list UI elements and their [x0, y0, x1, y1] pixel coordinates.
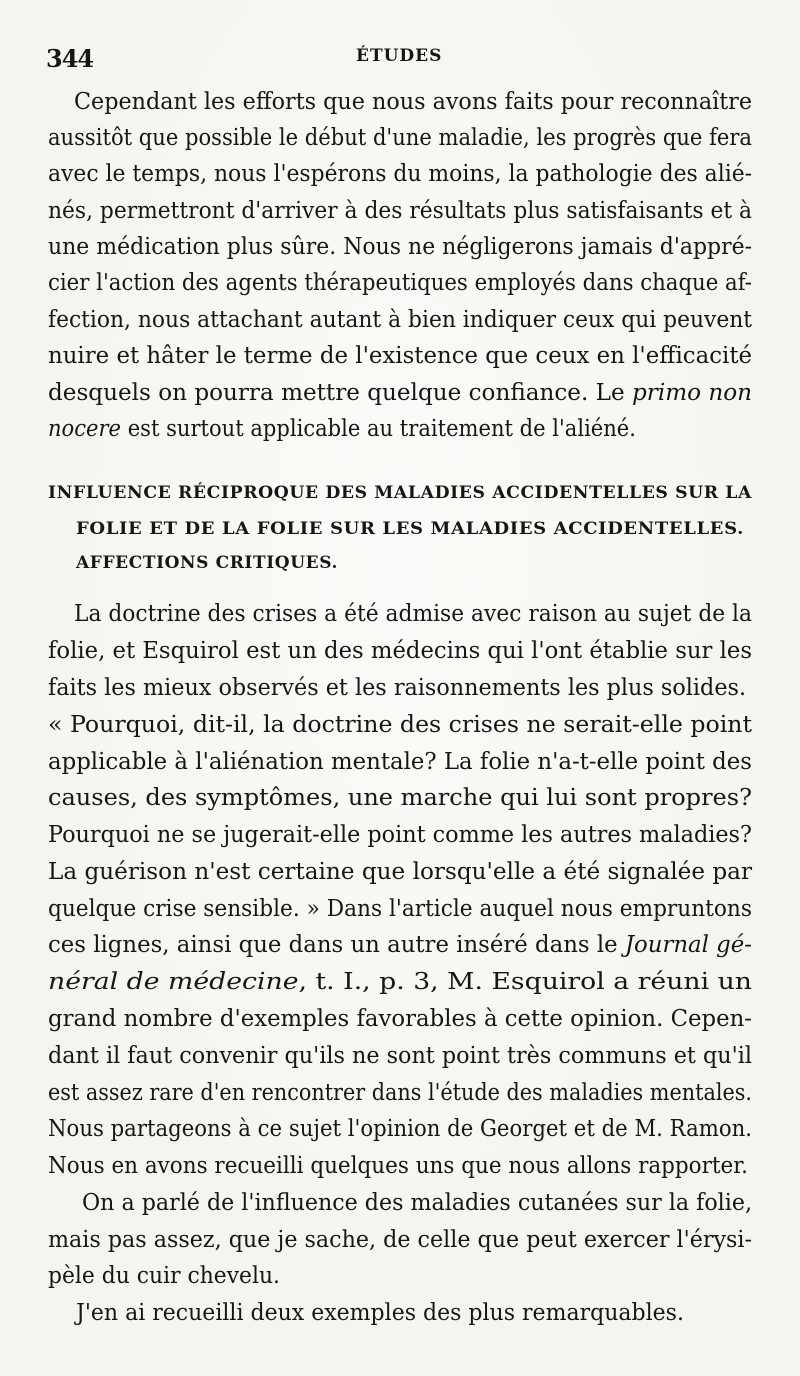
- text-line: [48, 780, 753, 814]
- section-heading-line: [48, 476, 752, 510]
- line-content: fection, nous attachant autant à bien indiquer ceux qui peuvent: [48, 305, 753, 333]
- text-line: [48, 1148, 800, 1182]
- text-segment: desquels on pourra mettre quelque confiance. Le: [48, 378, 633, 406]
- page-header: [46, 44, 760, 74]
- line-content: une médication plus sûre. Nous ne négligerons jamais d'appré-: [48, 232, 753, 260]
- text-line: [48, 1001, 774, 1035]
- line-content: causes, des symptômes, une marche qui lui sont propres?: [48, 783, 753, 811]
- text-line: [48, 265, 800, 299]
- line-content: [48, 964, 752, 998]
- line-content: La guérison n'est certaine que lorsqu'elle a été signalée par: [48, 857, 753, 885]
- line-content: cier l'action des agents thérapeutiques employés dans chaque af-: [48, 268, 752, 296]
- text-line: [48, 1111, 800, 1145]
- line-content: Cependant les efforts que nous avons faits pour reconnaître: [74, 87, 753, 115]
- line-content: INFLUENCE RÉCIPROQUE DES MALADIES ACCIDENTELLES SUR LA: [48, 483, 752, 503]
- page-number: 344: [46, 44, 94, 73]
- line-content: nés, permettront d'arriver à des résultats plus satisfaisants et à: [48, 196, 752, 224]
- line-content: J'en ai recueilli deux exemples des plus remarquables.: [76, 1298, 684, 1326]
- text-line: [48, 964, 753, 998]
- line-content: quelque crise sensible. » Dans l'article auquel nous empruntons: [48, 894, 753, 922]
- italic-text: primo non: [632, 378, 753, 406]
- text-line: [48, 1038, 790, 1072]
- italic-text: nocere: [48, 414, 121, 442]
- text-line: [48, 411, 704, 445]
- line-content: Nous en avons recueilli quelques uns que nous allons rapporter.: [48, 1151, 748, 1179]
- line-content: La doctrine des crises a été admise avec raison au sujet de la: [74, 599, 753, 627]
- text-segment: est surtout applicable au traitement de l'aliéné.: [120, 414, 636, 442]
- running-head: ÉTUDES: [356, 46, 443, 66]
- line-content: « Pourquoi, dit-il, la doctrine des crises ne serait-elle point: [48, 710, 753, 738]
- line-content: AFFECTIONS CRITIQUES.: [76, 553, 338, 573]
- line-content: dant il faut convenir qu'ils ne sont point très communs et qu'il: [48, 1041, 752, 1069]
- text-line: [48, 338, 772, 372]
- line-content: pèle du cuir chevelu.: [48, 1261, 280, 1289]
- text-line: [48, 302, 800, 336]
- text-line: [74, 84, 790, 118]
- text-line: [48, 891, 800, 925]
- line-content: folie, et Esquirol est un des médecins qui l'ont établie sur les: [48, 636, 753, 664]
- text-line: [74, 596, 800, 630]
- section-heading-line: [76, 512, 744, 546]
- text-line: [48, 1075, 800, 1109]
- line-content: aussitôt que possible le début d'une maladie, les progrès que fera: [48, 123, 752, 151]
- line-content: [48, 375, 752, 409]
- line-content: est assez rare d'en rencontrer dans l'étude des maladies mentales.: [48, 1078, 752, 1106]
- line-content: Pourquoi ne se jugerait-elle point comme les autres maladies?: [48, 820, 752, 848]
- italic-text: néral de médecine: [48, 967, 299, 995]
- text-line: [76, 1295, 725, 1329]
- text-line: [48, 1258, 298, 1292]
- line-content: applicable à l'aliénation mentale? La folie n'a-t-elle point des: [48, 747, 752, 775]
- line-content: [48, 411, 636, 445]
- text-line: [48, 707, 753, 741]
- text-line: [48, 854, 764, 888]
- line-content: grand nombre d'exemples favorables à cette opinion. Cepen-: [48, 1004, 753, 1032]
- text-line: [82, 1185, 793, 1219]
- text-line: [48, 744, 773, 778]
- text-segment: ces lignes, ainsi que dans un autre inséré dans le: [48, 930, 625, 958]
- text-line: [48, 156, 800, 190]
- text-line: [48, 375, 764, 409]
- text-line: [48, 927, 773, 961]
- text-segment: , t. I., p. 3, M. Esquirol a réuni un: [298, 967, 753, 995]
- line-content: Nous partageons à ce sujet l'opinion de Georget et de M. Ramon.: [48, 1114, 753, 1142]
- line-content: FOLIE ET DE LA FOLIE SUR LES MALADIES ACCIDENTELLES.: [76, 519, 744, 539]
- text-line: [48, 193, 800, 227]
- italic-text: Journal gé-: [624, 930, 752, 958]
- line-content: nuire et hâter le terme de l'existence que ceux en l'efficacité: [48, 341, 753, 369]
- line-content: avec le temps, nous l'espérons du moins, la pathologie des alié-: [48, 159, 753, 187]
- text-line: [48, 229, 800, 263]
- line-content: faits les mieux observés et les raisonnements les plus solides.: [48, 673, 747, 701]
- line-content: [48, 927, 752, 961]
- line-content: On a parlé de l'influence des maladies cutanées sur la folie,: [82, 1188, 753, 1216]
- text-line: [48, 1222, 793, 1256]
- text-line: [48, 817, 790, 851]
- text-line: [48, 120, 800, 154]
- section-heading-line: [76, 546, 338, 580]
- text-line: [48, 633, 776, 667]
- line-content: mais pas assez, que je sache, de celle que peut exercer l'érysi-: [48, 1225, 753, 1253]
- text-line: [48, 670, 784, 704]
